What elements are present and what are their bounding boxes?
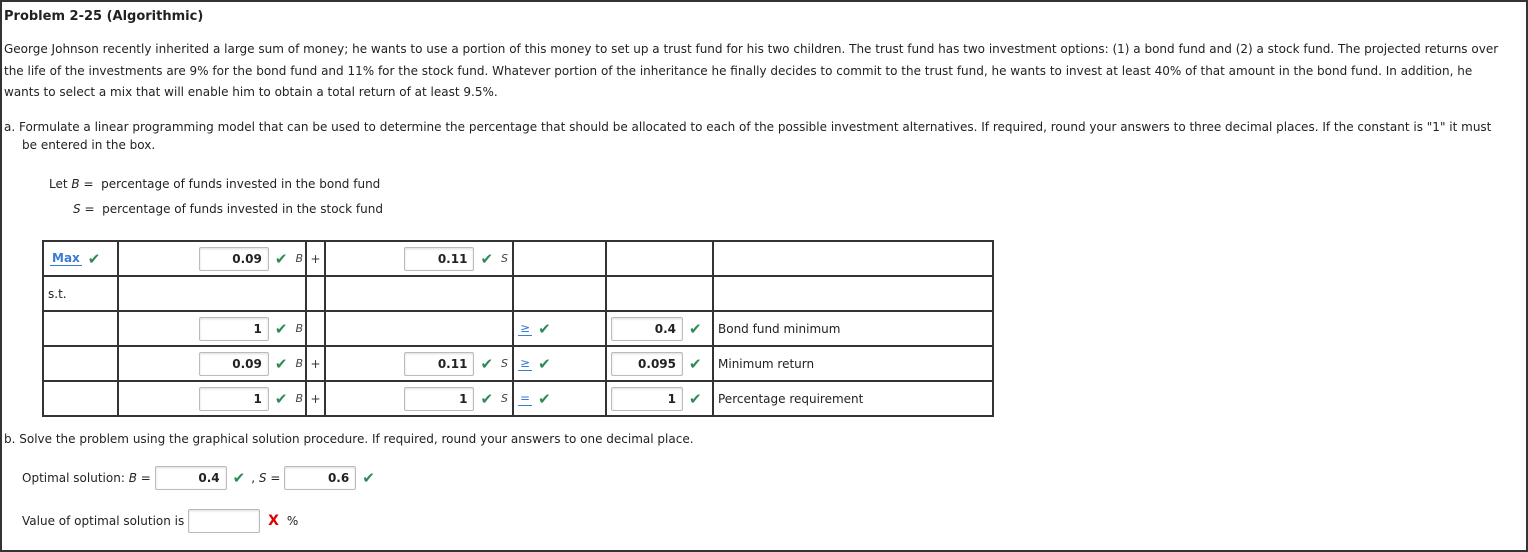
check-icon: ✔ <box>274 354 288 373</box>
st-label: s.t. <box>48 286 67 301</box>
objective-s-coef-input[interactable]: 0.11 <box>404 247 474 271</box>
variable-b: B <box>295 392 303 405</box>
check-icon: ✔ <box>362 469 375 487</box>
check-icon: ✔ <box>538 389 551 408</box>
plus-sign: + <box>310 251 321 266</box>
check-icon: ✔ <box>480 354 494 373</box>
objective-b-coef-input[interactable]: 0.09 <box>199 247 269 271</box>
check-icon: ✔ <box>689 354 702 373</box>
relation-select[interactable]: ≥ <box>520 356 531 370</box>
constraint-b-coef-input[interactable]: 1 <box>199 387 269 411</box>
constraint-s-coef-input[interactable]: 0.11 <box>404 352 474 376</box>
constraint-name: Bond fund minimum <box>718 321 841 336</box>
check-icon: ✔ <box>274 389 288 408</box>
check-icon: ✔ <box>274 319 288 338</box>
problem-title: Problem 2-25 (Algorithmic) <box>4 9 204 24</box>
optimal-solution-label: Optimal solution: <box>22 471 125 485</box>
let-label: Let <box>49 177 68 191</box>
comma: , <box>251 471 256 485</box>
part-b-question: b. Solve the problem using the graphical solution procedure. If required, round your answers to one decimal place. <box>4 432 694 446</box>
variable-b: B <box>295 252 303 265</box>
equals-sign: = <box>270 471 281 485</box>
variable-b: B <box>71 177 80 191</box>
constraint-name: Minimum return <box>718 356 815 371</box>
check-icon: ✔ <box>689 319 702 338</box>
lp-model-table <box>42 240 994 417</box>
equals-sign: = <box>84 202 95 216</box>
constraint-rhs-input[interactable]: 0.095 <box>611 352 683 376</box>
wrong-icon: X <box>268 513 279 529</box>
check-icon: ✔ <box>480 249 494 268</box>
variable-s-description: percentage of funds invested in the stock fund <box>102 202 383 216</box>
part-a-question <box>4 118 1491 154</box>
description-line: wants to select a mix that will enable him to obtain a total return of at least 9.5%. <box>4 85 498 99</box>
constraint-row <box>43 311 993 346</box>
plus-sign: + <box>310 391 321 406</box>
optimal-value-input[interactable] <box>188 509 260 533</box>
check-icon: ✔ <box>689 389 702 408</box>
variable-b: B <box>295 357 303 370</box>
optimal-solution-row <box>22 466 381 490</box>
constraint-row <box>43 381 993 416</box>
variable-b-description: percentage of funds invested in the bond fund <box>101 177 381 191</box>
optimal-value-row <box>22 509 298 533</box>
variable-s: S <box>501 357 508 370</box>
check-icon: ✔ <box>538 354 551 373</box>
optimal-value-label: Value of optimal solution is <box>22 514 185 528</box>
check-icon: ✔ <box>538 319 551 338</box>
constraint-rhs-input[interactable]: 1 <box>611 387 683 411</box>
variable-s: S <box>501 252 508 265</box>
constraint-name: Percentage requirement <box>718 391 864 406</box>
optimal-s-input[interactable]: 0.6 <box>284 466 356 490</box>
plus-sign: + <box>310 356 321 371</box>
description-line: George Johnson recently inherited a large sum of money; he wants to use a portion of this money to set up a trust fund for his two children. The trust fund has two investment options: (1) a bond fund and (2) a stock fund. The projected returns over <box>4 42 1499 56</box>
part-a-line: be entered in the box. <box>22 138 156 152</box>
constraint-row <box>43 346 993 381</box>
objective-sense-select[interactable]: Max <box>52 251 80 265</box>
variable-s: S <box>73 202 81 216</box>
percent-unit: % <box>286 514 299 528</box>
variable-s: S <box>501 392 508 405</box>
constraint-s-coef-input[interactable]: 1 <box>404 387 474 411</box>
variable-b-definition <box>49 177 380 191</box>
description-line: the life of the investments are 9% for the bond fund and 11% for the stock fund. Whatever portion of the inheritance he finally decides to commit to the trust fund, he wants to invest at least 40% of that amount in the bond fund. In addition, he <box>4 63 1473 78</box>
check-icon: ✔ <box>87 249 101 268</box>
objective-row <box>43 241 993 276</box>
relation-select[interactable]: ≥ <box>520 321 531 335</box>
problem-description <box>4 39 1520 104</box>
st-row <box>43 276 993 311</box>
equals-sign: = <box>140 471 151 485</box>
constraint-rhs-input[interactable]: 0.4 <box>611 317 683 341</box>
constraint-b-coef-input[interactable]: 0.09 <box>199 352 269 376</box>
optimal-b-input[interactable]: 0.4 <box>155 466 227 490</box>
variable-s-definition <box>73 202 383 216</box>
check-icon: ✔ <box>480 389 494 408</box>
equals-sign: = <box>83 177 94 191</box>
constraint-b-coef-input[interactable]: 1 <box>199 317 269 341</box>
variable-s: S <box>258 471 267 485</box>
variable-b: B <box>128 471 137 485</box>
variable-b: B <box>295 322 303 335</box>
check-icon: ✔ <box>274 249 288 268</box>
check-icon: ✔ <box>232 469 246 487</box>
part-a-line: a. Formulate a linear programming model that can be used to determine the percentage that should be allocated to each of the possible investment alternatives. If required, round your answers to three decimal places. If the constant is "1" it must <box>4 120 1492 134</box>
relation-select[interactable]: = <box>520 391 531 405</box>
